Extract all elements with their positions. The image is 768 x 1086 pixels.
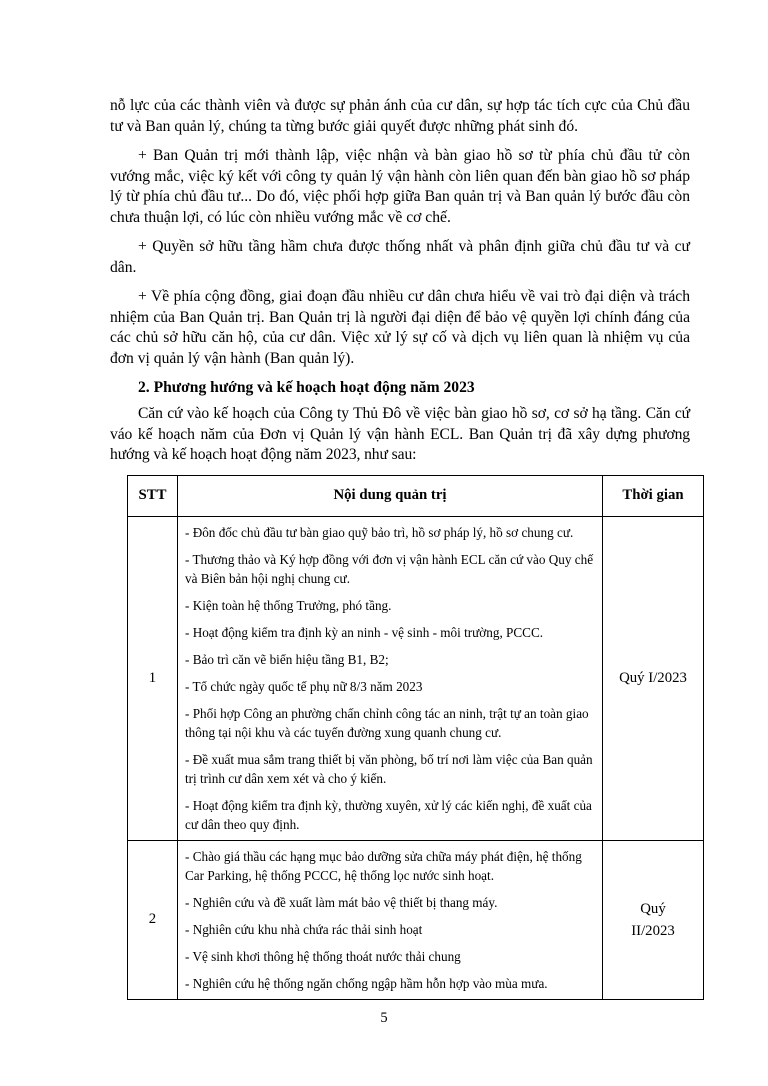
row-stt: 1 [128,516,178,840]
section-heading: 2. Phương hướng và kế hoạch hoạt động năm 2023 [138,379,475,396]
list-item: - Thương thảo và Ký hợp đồng với đơn vị vận hành ECL căn cứ vào Quy chế và Biên bản hội nghị chung cư. [185,551,594,586]
page-number: 5 [380,1010,388,1026]
row-stt: 2 [128,840,178,999]
paragraph-basement-ownership: + Quyền sở hữu tầng hầm chưa được thống nhất và phân định giữa chủ đầu tư và cư dân. [110,238,690,276]
list-item: - Phối hợp Công an phường chấn chỉnh công tác an ninh, trật tự an toàn giao thông tại nội khu và các tuyến đường xung quanh chung cư. [185,705,589,740]
page-content [110,96,690,1000]
paragraph-handover-issues: + Ban Quản trị mới thành lập, việc nhận và bàn giao hồ sơ từ phía chủ đầu tử còn vướng mắc, việc ký kết với công ty quản lý vận hành còn liên quan đến bàn giao hồ sơ pháp lý từ phía chủ đầu tư... Do đó, việc phối hợp giữa Ban quản trị và Ban quản lý bước đầu còn chưa thuận lợi, có lúc còn nhiều vướng mắc về cơ chế. [110,147,690,226]
table-row [128,516,704,840]
row-time [603,840,704,999]
header-time: Thời gian [603,475,704,516]
list-item: - Bảo trì căn vẽ biển hiệu tầng B1, B2; [185,651,389,667]
list-item: - Tổ chức ngày quốc tế phụ nữ 8/3 năm 2023 [185,678,423,694]
list-item: - Đôn đốc chủ đầu tư bàn giao quỹ bảo trì, hồ sơ pháp lý, hồ sơ chung cư. [185,524,574,540]
list-item: - Vệ sinh khơi thông hệ thống thoát nước thải chung [185,948,461,964]
section-intro: Căn cứ vào kế hoạch của Công ty Thủ Đô về việc bàn giao hồ sơ, cơ sở hạ tầng. Căn cứ váo kế hoạch năm của Đơn vị Quản lý vận hành ECL. Ban Quản trị đã xây dựng phương hướng và kế hoạch hoạt động năm 2023, như sau: [110,405,690,463]
row-content [178,516,603,840]
time-line: Quý I/2023 [619,670,687,686]
time-line: II/2023 [631,922,675,939]
plan-table [127,475,704,1000]
header-stt: STT [128,475,178,516]
time-line: Quý [640,900,666,917]
list-item: - Nghiên cứu và đề xuất làm mát bảo vệ thiết bị thang máy. [185,894,498,910]
row-time [603,516,704,840]
list-item: - Nghiên cứu khu nhà chứa rác thải sinh hoạt [185,921,423,937]
table-header-row [128,475,704,516]
paragraph-continuation: nỗ lực của các thành viên và được sự phản ánh của cư dân, sự hợp tác tích cực của Chủ đầu tư và Ban quản lý, chúng ta từng bước giải quyết được những phát sinh đó. [110,97,690,135]
list-item: - Nghiên cứu hệ thống ngăn chống ngập hầm hỗn hợp vào mùa mưa. [185,975,548,991]
table-row [128,840,704,999]
list-item: - Hoạt động kiểm tra định kỳ an ninh - vệ sinh - môi trường, PCCC. [185,624,544,640]
paragraph-community-awareness: + Về phía cộng đồng, giai đoạn đầu nhiều cư dân chưa hiểu về vai trò đại diện và trách nhiệm của Ban Quản trị. Ban Quản trị là người đại diện để bảo vệ quyền lợi chính đáng của các chủ sở hữu căn hộ, của cư dân. Việc xử lý sự cố và dịch vụ liên quan là nhiệm vụ của đơn vị quản lý vận hành (Ban quản lý). [110,288,690,367]
list-item: - Hoạt động kiểm tra định kỳ, thường xuyên, xử lý các kiến nghị, đề xuất của cư dân theo quy định. [185,797,592,832]
list-item: - Chào giá thầu các hạng mục bảo dưỡng sửa chữa máy phát điện, hệ thống Car Parking, hệ thống PCCC, hệ thống lọc nước sinh hoạt. [185,848,582,883]
row-content [178,840,603,999]
list-item: - Kiện toàn hệ thống Trưởng, phó tầng. [185,597,392,613]
list-item: - Đề xuất mua sắm trang thiết bị văn phòng, bố trí nơi làm việc của Ban quản trị trình cư dân xem xét và cho ý kiến. [185,751,593,786]
header-content: Nội dung quản trị [178,475,603,516]
